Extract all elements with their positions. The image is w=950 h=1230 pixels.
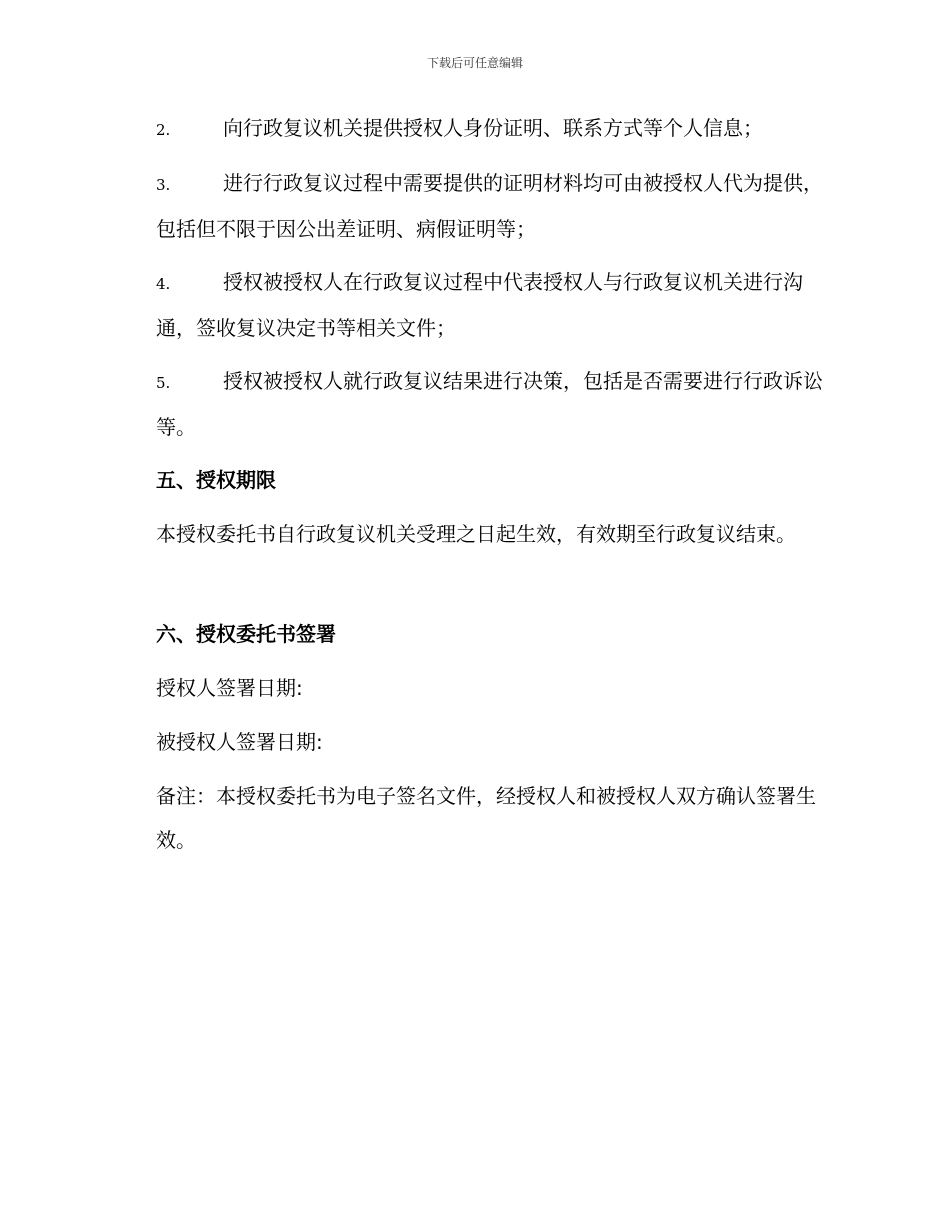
list-item-2 [112, 106, 836, 152]
grantee-signature-line [112, 720, 836, 764]
section-6 [112, 612, 836, 656]
section-5-heading: 五、授权期限 [156, 468, 276, 492]
item-number: 3. [156, 176, 171, 194]
section-5-text: 本授权委托书自行政复议机关受理之日起生效，有效期至行政复议结束。 [156, 522, 796, 546]
list-item-5 [112, 359, 836, 449]
list-item-4 [112, 260, 836, 350]
item-text: 授权被授权人在行政复议过程中代表授权人与行政复议机关进行沟通，签收复议决定书等相关文件； [156, 270, 803, 340]
section-6-heading: 六、授权委托书签署 [156, 622, 336, 646]
grantor-signature-label: 授权人签署日期: [156, 676, 303, 700]
section-5-body [112, 512, 836, 556]
remark [112, 774, 836, 862]
item-text: 授权被授权人就行政复议结果进行决策，包括是否需要进行行政诉讼等。 [156, 369, 823, 439]
remark-text: 备注：本授权委托书为电子签名文件，经授权人和被授权人双方确认签署生效。 [156, 784, 816, 852]
item-number: 2. [156, 121, 171, 139]
item-number: 4. [156, 275, 171, 293]
list-item-3 [112, 161, 836, 251]
section-5 [112, 458, 836, 502]
header-note: 下载后可任意编辑 [426, 56, 523, 70]
grantee-signature-label: 被授权人签署日期: [156, 730, 323, 754]
grantor-signature-line [112, 666, 836, 710]
item-text: 进行行政复议过程中需要提供的证明材料均可由被授权人代为提供，包括但不限于因公出差证明、病假证明等； [156, 171, 823, 241]
item-text: 向行政复议机关提供授权人身份证明、联系方式等个人信息； [223, 116, 763, 140]
item-number: 5. [156, 374, 171, 392]
